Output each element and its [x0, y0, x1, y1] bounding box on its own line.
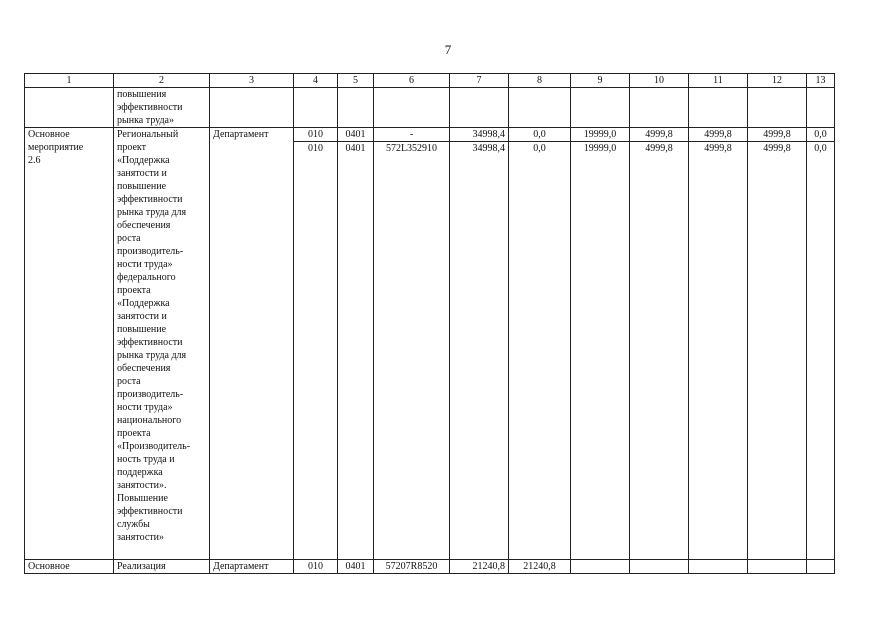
column-number: 2: [114, 74, 210, 88]
measure-description: Реализация: [114, 560, 210, 574]
target-code: 572L352910: [374, 142, 450, 560]
value-year: 4999,8: [689, 142, 748, 560]
value-year: 0,0: [509, 142, 571, 560]
section-code: 0401: [338, 128, 374, 142]
value-total: 34998,4: [450, 142, 509, 560]
cell-empty: [689, 88, 748, 128]
column-number-row: [25, 74, 835, 88]
responsible-executor: Департамент: [210, 128, 294, 560]
value-year: 19999,0: [571, 128, 630, 142]
target-code: -: [374, 128, 450, 142]
value-year: [689, 560, 748, 574]
value-year: [630, 560, 689, 574]
cell-empty: [450, 88, 509, 128]
column-number: 3: [210, 74, 294, 88]
cell-empty: [374, 88, 450, 128]
column-number: 6: [374, 74, 450, 88]
value-year: 4999,8: [748, 142, 807, 560]
measure-description: Региональный проект «Поддержка занятости и повышение эффективности рынка труда для обеспечения роста производитель- ности труда» федерального проекта «Поддержка занятости и повышение эффективности рынка труда для обеспечения роста производитель- ности труда» национального проекта «Производитель- ность труда и поддержка занятости». Повышение эффективности службы занятости»: [114, 128, 210, 560]
value-year: 21240,8: [509, 560, 571, 574]
cell-empty: [25, 88, 114, 128]
column-number: 7: [450, 74, 509, 88]
column-number: 5: [338, 74, 374, 88]
budget-table: [24, 73, 835, 574]
cell-empty: [807, 88, 835, 128]
responsible-executor: Департамент: [210, 560, 294, 574]
grbs-code: 010: [294, 128, 338, 142]
cell-empty: [210, 88, 294, 128]
value-year: 4999,8: [748, 128, 807, 142]
grbs-code: 010: [294, 142, 338, 560]
section-code: 0401: [338, 142, 374, 560]
column-number: 10: [630, 74, 689, 88]
grbs-code: 010: [294, 560, 338, 574]
value-year: 4999,8: [630, 128, 689, 142]
cell-empty: [294, 88, 338, 128]
page-number: 7: [444, 42, 452, 57]
cell-empty: [748, 88, 807, 128]
value-year: [748, 560, 807, 574]
measure-label: Основное мероприятие 2.6: [25, 128, 114, 560]
next-measure-row: [25, 560, 835, 574]
column-number: 9: [571, 74, 630, 88]
cell-empty: [338, 88, 374, 128]
column-number: 12: [748, 74, 807, 88]
cell-empty: [509, 88, 571, 128]
continuation-row: [25, 88, 835, 128]
value-year: 0,0: [807, 128, 835, 142]
value-year: 4999,8: [630, 142, 689, 560]
value-total: 34998,4: [450, 128, 509, 142]
value-year: [571, 560, 630, 574]
continuation-text: повышения эффективности рынка труда»: [114, 88, 210, 128]
column-number: 13: [807, 74, 835, 88]
column-number: 4: [294, 74, 338, 88]
value-year: 19999,0: [571, 142, 630, 560]
measure-2-6-row-a: [25, 128, 835, 142]
section-code: 0401: [338, 560, 374, 574]
column-number: 1: [25, 74, 114, 88]
column-number: 11: [689, 74, 748, 88]
measure-label: Основное: [25, 560, 114, 574]
target-code: 57207R8520: [374, 560, 450, 574]
column-number: 8: [509, 74, 571, 88]
value-year: 0,0: [807, 142, 835, 560]
value-year: 0,0: [509, 128, 571, 142]
cell-empty: [630, 88, 689, 128]
cell-empty: [571, 88, 630, 128]
value-total: 21240,8: [450, 560, 509, 574]
value-year: 4999,8: [689, 128, 748, 142]
value-year: [807, 560, 835, 574]
